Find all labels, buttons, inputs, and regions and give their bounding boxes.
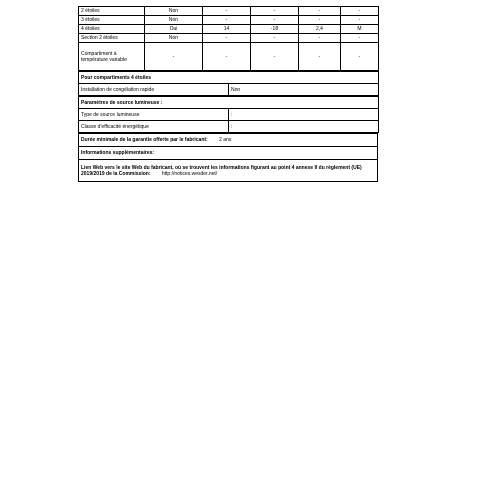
- warranty-value: 2 ans: [219, 137, 232, 143]
- table-row: [79, 160, 378, 182]
- compartment-value: -: [341, 16, 379, 25]
- compartment-name: Section 2 étoiles: [79, 34, 145, 43]
- energy-class-value: :: [229, 121, 379, 133]
- table-row: [79, 84, 379, 96]
- compartment-value: -: [203, 7, 251, 16]
- compartment-value: -: [203, 16, 251, 25]
- compartment-name: 4 étoiles: [79, 25, 145, 34]
- product-information-sheet: [78, 6, 378, 182]
- compartment-value: -: [341, 43, 379, 71]
- table-row: [79, 25, 379, 34]
- warranty-label: Durée minimale de la garantie offerte par le fabricant:: [81, 137, 208, 143]
- table-row: [79, 16, 379, 25]
- fast-freeze-value: Non: [229, 84, 379, 96]
- compartment-value: -: [341, 7, 379, 16]
- compartment-value: -: [341, 34, 379, 43]
- compartment-present: Non: [145, 7, 203, 16]
- weblink-label: Lien Web vers le site Web du fabricant, où se trouvent les informations figurant au point 4 annexe II du règlement (UE) 2019/2019 de la Commission:: [81, 164, 362, 177]
- compartment-value: -: [299, 43, 341, 71]
- four-star-heading: Pour compartiments 4 étoiles: [79, 72, 379, 84]
- table-row: [79, 43, 379, 71]
- compartment-value: -: [203, 34, 251, 43]
- compartment-value: -: [251, 43, 299, 71]
- compartment-value: -18: [251, 25, 299, 34]
- weblink-cell: [79, 160, 378, 182]
- table-row: [79, 121, 379, 133]
- table-row: [79, 34, 379, 43]
- compartment-value: -: [251, 34, 299, 43]
- compartment-value: -: [251, 7, 299, 16]
- table-row: [79, 147, 378, 160]
- compartment-value: -: [299, 34, 341, 43]
- compartment-value: 2,4: [299, 25, 341, 34]
- compartment-value: -: [299, 16, 341, 25]
- table-row: [79, 7, 379, 16]
- compartment-present: -: [145, 43, 203, 71]
- compartment-table: [78, 6, 379, 71]
- light-source-section: [78, 96, 379, 133]
- weblink-url[interactable]: http://notices.wesder.net/: [161, 170, 218, 177]
- compartment-rows: [79, 7, 379, 71]
- energy-class-label: Classe d'efficacité énergétique: [79, 121, 229, 133]
- compartment-present: Non: [145, 16, 203, 25]
- additional-info-heading: Informations supplémentaires:: [79, 147, 378, 160]
- light-type-label: Type de source lumineuse: [79, 109, 229, 121]
- compartment-value: -: [251, 16, 299, 25]
- compartment-present: Non: [145, 34, 203, 43]
- table-row: [79, 109, 379, 121]
- compartment-name: 3 étoiles: [79, 16, 145, 25]
- compartment-present: Oui: [145, 25, 203, 34]
- four-star-section: [78, 71, 379, 96]
- table-row: [79, 134, 378, 147]
- compartment-value: 14: [203, 25, 251, 34]
- warranty-section: [78, 133, 378, 182]
- fast-freeze-label: Installation de congélation rapide: [79, 84, 229, 96]
- table-row: [79, 97, 379, 109]
- compartment-value: -: [299, 7, 341, 16]
- light-type-value: :: [229, 109, 379, 121]
- warranty-cell: [79, 134, 378, 147]
- compartment-value: M: [341, 25, 379, 34]
- table-row: [79, 72, 379, 84]
- compartment-name: 2 étoiles: [79, 7, 145, 16]
- compartment-name: Compartiment à température variable: [79, 43, 145, 71]
- compartment-value: -: [203, 43, 251, 71]
- light-source-heading: Paramètres de source lumineuse :: [79, 97, 379, 109]
